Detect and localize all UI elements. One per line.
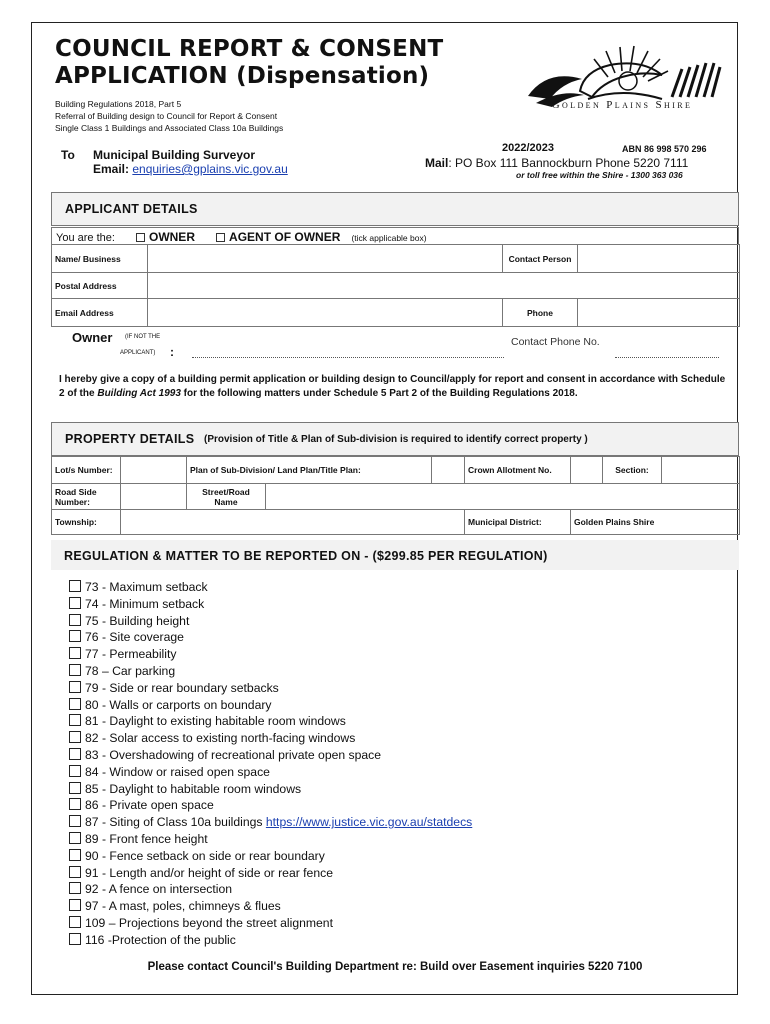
owner-option: OWNER: [148, 230, 195, 244]
list-item[interactable]: [69, 730, 472, 747]
subtitle-line: Single Class 1 Buildings and Associated Class 10a Buildings: [55, 123, 284, 133]
regulation-checkbox[interactable]: [69, 849, 81, 861]
regulation-label: 85 - Daylight to habitable room windows: [85, 781, 302, 796]
regulation-header: [51, 540, 739, 570]
name-label: Name/ Business: [52, 245, 148, 273]
list-item[interactable]: [69, 579, 472, 596]
regulation-checkbox[interactable]: [69, 647, 81, 659]
list-item[interactable]: [69, 629, 472, 646]
list-item[interactable]: [69, 814, 472, 831]
regulation-checkbox[interactable]: [69, 916, 81, 928]
regulation-checkbox[interactable]: [69, 714, 81, 726]
to-label: To: [61, 148, 75, 162]
owner-note-2: APPLICANT): [120, 350, 156, 356]
contact-phone-field[interactable]: [615, 357, 719, 358]
regulation-checkbox[interactable]: [69, 748, 81, 760]
regulation-label: 79 - Side or rear boundary setbacks: [85, 680, 279, 695]
regulation-label: 77 - Permeability: [85, 647, 177, 662]
regulation-checkbox[interactable]: [69, 866, 81, 878]
list-item[interactable]: [69, 713, 472, 730]
phone-field[interactable]: [578, 299, 740, 327]
tick-note: (tick applicable box): [351, 233, 427, 243]
email-row: [93, 162, 288, 176]
list-item[interactable]: [69, 915, 472, 932]
list-item[interactable]: [69, 680, 472, 697]
declaration-text: I hereby give a copy of a building permit application or building design to Council/apply for report and consent in accordance with Schedule 2 of the: [59, 374, 726, 399]
lot-label: Lot/s Number:: [52, 457, 121, 484]
list-item[interactable]: [69, 848, 472, 865]
list-item[interactable]: [69, 747, 472, 764]
regulation-label: 86 - Private open space: [85, 798, 214, 813]
regulation-label: 89 - Front fence height: [85, 831, 208, 846]
regulation-checkbox[interactable]: [69, 698, 81, 710]
regulation-label: 78 – Car parking: [85, 663, 176, 678]
list-item[interactable]: [69, 831, 472, 848]
recipient-name: Municipal Building Surveyor: [93, 148, 256, 162]
regulation-checkbox[interactable]: [69, 899, 81, 911]
regulation-label: 90 - Fence setback on side or rear boundary: [85, 848, 325, 863]
regulation-label: 109 – Projections beyond the street alignment: [85, 915, 333, 930]
district-value: Golden Plains Shire: [571, 510, 740, 535]
mail-value: : PO Box 111 Bannockburn Phone 5220 7111: [448, 156, 689, 170]
contact-phone-label: Contact Phone No.: [511, 336, 600, 348]
regulation-checkbox[interactable]: [69, 630, 81, 642]
regulation-label: 83 - Overshadowing of recreational private open space: [85, 747, 382, 762]
subtitle: [55, 98, 283, 134]
you-are-label: You are the:: [56, 232, 115, 244]
statdecs-link[interactable]: https://www.justice.vic.gov.au/statdecs: [265, 815, 473, 830]
street-label: Street/Road Name: [187, 484, 266, 510]
regulation-label: 92 - A fence on intersection: [85, 882, 233, 897]
street-field[interactable]: [266, 484, 740, 510]
title-line-2: APPLICATION (Dispensation): [55, 63, 430, 89]
list-item[interactable]: [69, 764, 472, 781]
you-are-row: [51, 227, 739, 244]
section-label: Section:: [603, 457, 662, 484]
applicant-details-header: [51, 192, 739, 226]
page-title: [55, 36, 443, 90]
property-heading: PROPERTY DETAILS: [65, 432, 195, 446]
list-item[interactable]: [69, 663, 472, 680]
applicant-table: [51, 244, 740, 327]
property-table: [51, 456, 740, 535]
regulation-label: 75 - Building height: [85, 613, 190, 628]
email-address-label: Email Address: [52, 299, 148, 327]
list-item[interactable]: [69, 898, 472, 915]
subtitle-line: Referral of Building design to Council for Report & Consent: [55, 111, 278, 121]
agent-checkbox[interactable]: [216, 233, 225, 242]
regulation-checkbox[interactable]: [69, 664, 81, 676]
regulation-label: 97 - A mast, poles, chimneys & flues: [85, 899, 281, 914]
plan-label: Plan of Sub-Division/ Land Plan/Title Plan:: [187, 457, 432, 484]
postal-label: Postal Address: [52, 273, 148, 299]
regulation-checkbox[interactable]: [69, 798, 81, 810]
logo-wordmark: Golden Plains Shire: [551, 99, 693, 111]
township-label: Township:: [52, 510, 121, 535]
township-field[interactable]: [121, 510, 465, 535]
year: 2022/2023: [502, 142, 554, 154]
owner-line: [72, 330, 732, 368]
regulation-label: 74 - Minimum setback: [85, 596, 205, 611]
contact-person-field[interactable]: [578, 245, 740, 273]
owner-checkbox[interactable]: [136, 233, 145, 242]
regulation-checkbox[interactable]: [69, 614, 81, 626]
regulation-heading: REGULATION & MATTER TO BE REPORTED ON - ($299.85 PER REGULATION): [64, 549, 548, 563]
mail-label: Mail: [425, 156, 449, 170]
list-item[interactable]: [69, 932, 472, 949]
regulation-label: 84 - Window or raised open space: [85, 764, 270, 779]
list-item[interactable]: [69, 881, 472, 898]
regulation-label: 76 - Site coverage: [85, 630, 184, 645]
regulation-checkbox[interactable]: [69, 782, 81, 794]
regulation-label: 80 - Walls or carports on boundary: [85, 697, 272, 712]
subtitle-line: Building Regulations 2018, Part 5: [55, 99, 182, 109]
plan-field[interactable]: [432, 457, 465, 484]
regulation-label: 87 - Siting of Class 10a buildings: [85, 815, 266, 830]
regulation-checkbox[interactable]: [69, 832, 81, 844]
list-item[interactable]: [69, 865, 472, 882]
regulation-checkbox[interactable]: [69, 765, 81, 777]
email-label: Email:: [93, 162, 130, 176]
regulation-label: 91 - Length and/or height of side or rear fence: [85, 865, 333, 880]
regulation-checkbox[interactable]: [69, 815, 81, 827]
regulation-checkbox[interactable]: [69, 933, 81, 945]
owner-label: Owner: [72, 330, 113, 345]
lot-field[interactable]: [121, 457, 187, 484]
road-side-field[interactable]: [121, 484, 187, 510]
regulation-label: 82 - Solar access to existing north-facing windows: [85, 731, 356, 746]
district-label: Municipal District:: [465, 510, 571, 535]
regulation-label: 81 - Daylight to existing habitable room windows: [85, 714, 346, 729]
footer-note: Please contact Council's Building Department re: Build over Easement inquiries 5220 7100: [147, 961, 643, 973]
crown-label: Crown Allotment No.: [465, 457, 571, 484]
email-address-field[interactable]: [148, 299, 503, 327]
list-item[interactable]: [69, 646, 472, 663]
regulation-label: 116 -Protection of the public: [85, 932, 236, 947]
list-item[interactable]: [69, 596, 472, 613]
section-field[interactable]: [662, 457, 740, 484]
abn: ABN 86 998 570 296: [622, 144, 707, 154]
name-field[interactable]: [148, 245, 503, 273]
regulation-label: 73 - Maximum setback: [85, 580, 208, 594]
owner-name-field[interactable]: [192, 357, 504, 358]
postal-field[interactable]: [148, 273, 740, 299]
regulation-checkbox[interactable]: [69, 882, 81, 894]
road-side-label: Road Side Number:: [52, 484, 121, 510]
declaration: [59, 373, 727, 400]
owner-colon: :: [170, 345, 174, 359]
email-link[interactable]: enquiries@gplains.vic.gov.au: [132, 162, 288, 176]
regulation-checkbox[interactable]: [69, 731, 81, 743]
contact-person-label: Contact Person: [503, 245, 578, 273]
regulation-checkbox[interactable]: [69, 681, 81, 693]
applicant-heading: APPLICANT DETAILS: [65, 202, 198, 216]
declaration-text-2: for the following matters under Schedule 5 Part 2 of the Building Regulations 2018.: [180, 387, 578, 399]
phone-label: Phone: [503, 299, 578, 327]
form-page: [31, 22, 738, 995]
regulation-checkbox[interactable]: [69, 580, 81, 592]
list-item[interactable]: [69, 781, 472, 798]
list-item[interactable]: [69, 797, 472, 814]
crown-field[interactable]: [571, 457, 603, 484]
regulation-checkbox[interactable]: [69, 597, 81, 609]
property-note: (Provision of Title & Plan of Sub-division is required to identify correct property ): [204, 434, 588, 445]
agent-option: AGENT OF OWNER: [229, 230, 341, 244]
title-line-1: COUNCIL REPORT & CONSENT: [55, 36, 444, 62]
mail-address: [425, 156, 688, 170]
toll-free: or toll free within the Shire - 1300 363 036: [516, 170, 683, 180]
list-item[interactable]: [69, 697, 472, 714]
owner-note: (IF NOT THE: [125, 334, 161, 340]
property-details-header: [51, 422, 739, 456]
act-name: Building Act 1993: [97, 387, 181, 399]
list-item[interactable]: [69, 613, 472, 630]
regulation-checklist: [69, 579, 472, 949]
